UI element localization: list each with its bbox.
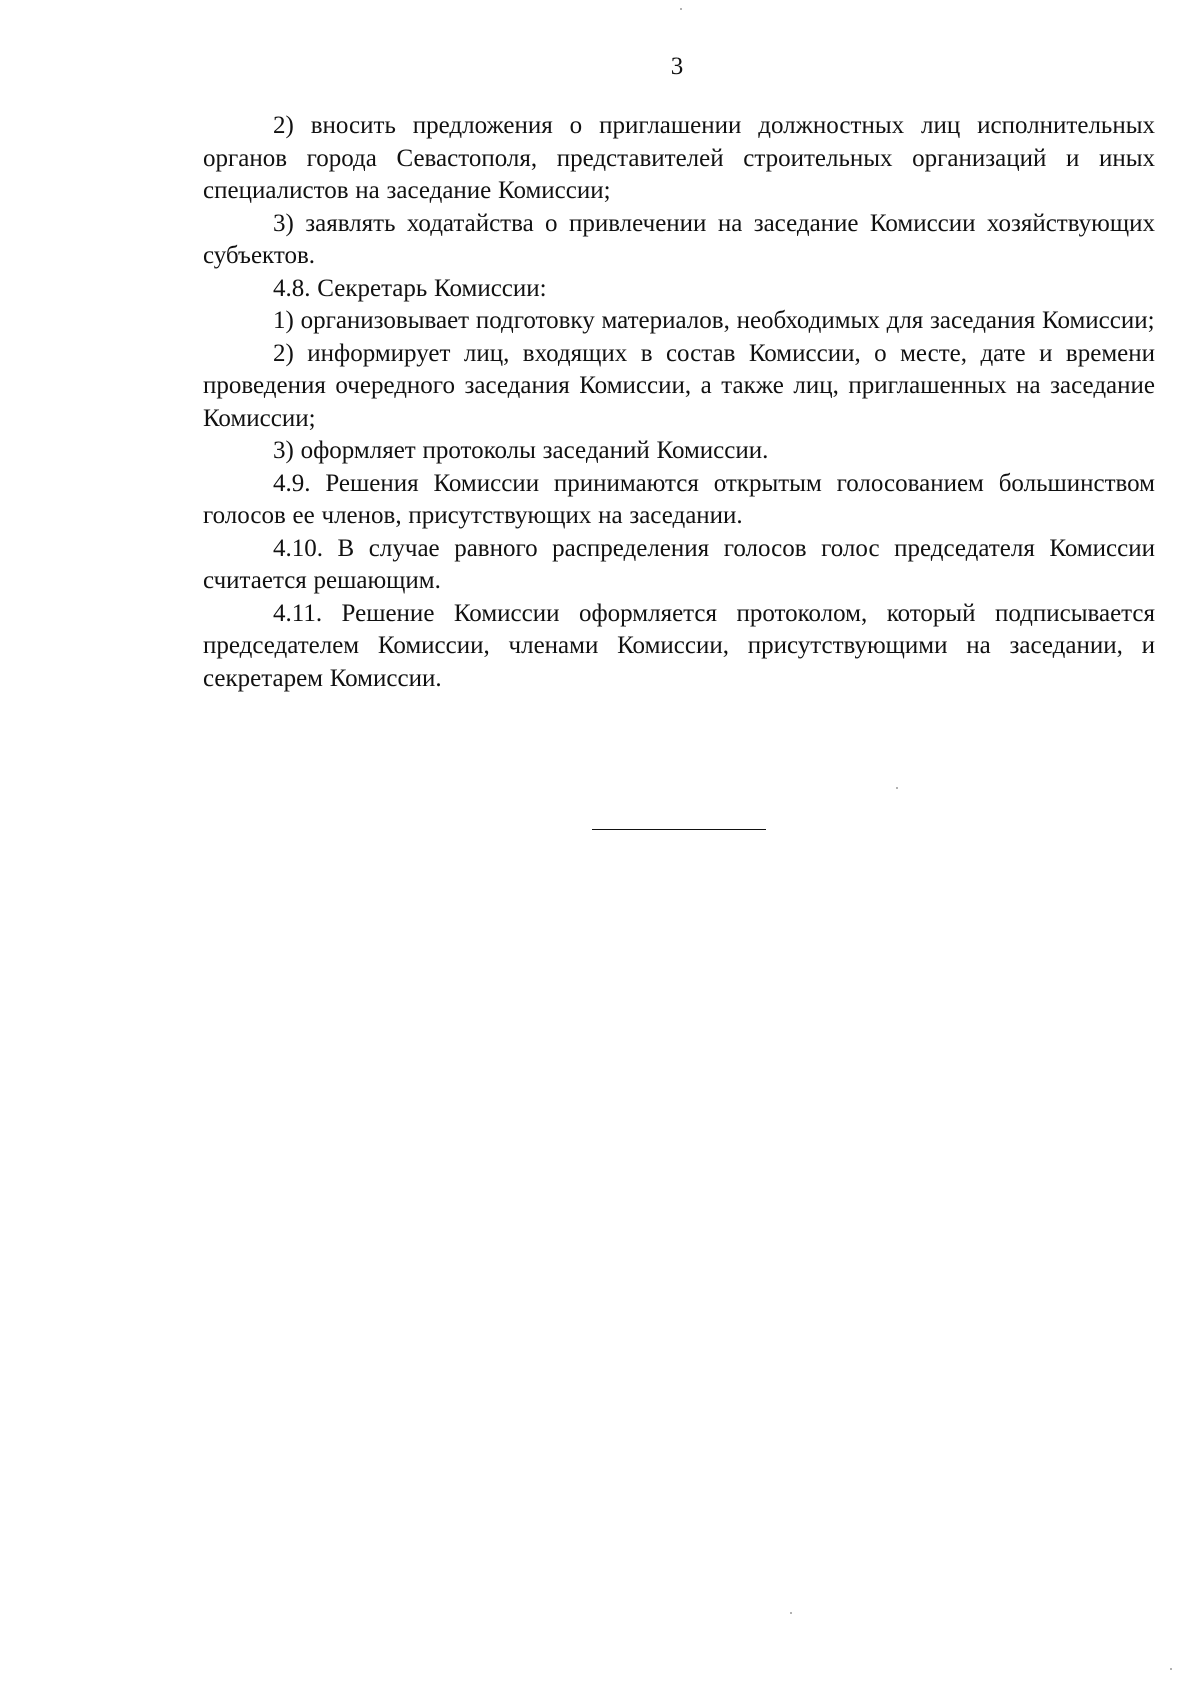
scan-speck xyxy=(680,8,682,10)
paragraph-4-8-heading: 4.8. Секретарь Комиссии: xyxy=(273,274,547,302)
closing-divider-line xyxy=(592,829,766,830)
page-number: 3 xyxy=(670,53,684,80)
scan-speck xyxy=(1170,1668,1172,1670)
scan-speck xyxy=(790,1612,792,1614)
paragraph-secretary-right-proposals: 2) вносить предложения о приглашении должностных лиц исполнительных органов города Севастополя, представителей строительных организаций и иных специалистов на заседание Комиссии; xyxy=(203,112,1155,204)
scan-speck xyxy=(896,787,898,789)
paragraph-4-11-protocol: 4.11. Решение Комиссии оформляется протоколом, который подписывается председателем Комиссии, членами Комиссии, присутствующими на заседании, и секретарем Комиссии. xyxy=(203,599,1155,692)
document-body xyxy=(203,110,1155,695)
paragraph-secretary-duty-minutes: 3) оформляет протоколы заседаний Комиссии. xyxy=(273,437,769,464)
paragraph-secretary-duty-materials: 1) организовывает подготовку материалов, необходимых для заседания Комиссии; xyxy=(273,307,1155,334)
paragraph-4-9-voting: 4.9. Решения Комиссии принимаются открытым голосованием большинством голосов ее членов, присутствующих на заседании. xyxy=(203,469,1155,529)
paragraph-4-10-tie: 4.10. В случае равного распределения голосов голос председателя Комиссии считается решающим. xyxy=(203,534,1155,594)
paragraph-secretary-duty-inform: 2) информирует лиц, входящих в состав Комиссии, о месте, дате и времени проведения очередного заседания Комиссии, а также лиц, приглашенных на заседание Комиссии; xyxy=(203,339,1155,432)
paragraph-secretary-right-petitions: 3) заявлять ходатайства о привлечении на заседание Комиссии хозяйствующих субъектов. xyxy=(203,209,1155,269)
